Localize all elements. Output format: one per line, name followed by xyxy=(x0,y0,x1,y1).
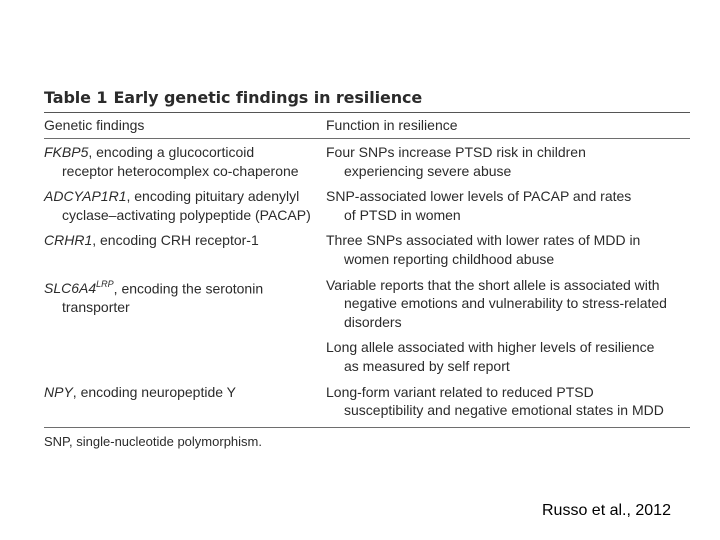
function-text: Three SNPs associated with lower rates of MDD in xyxy=(326,232,641,249)
finding-text: , encoding CRH receptor-1 xyxy=(92,232,259,249)
gene-symbol: SLC6A4 xyxy=(44,280,97,297)
finding-text: , encoding neuropeptide Y xyxy=(72,383,237,400)
table-number: Table 1 xyxy=(44,88,108,107)
function-text-cont: as measured by self report xyxy=(344,357,510,374)
function-cell xyxy=(326,143,690,187)
finding-text-cont: receptor heterocomplex co-chaperone xyxy=(62,162,299,179)
function-text-cont: disorders xyxy=(344,313,402,330)
table-title xyxy=(44,84,690,112)
table-header xyxy=(44,113,690,138)
table-footnote: SNP, single-nucleotide polymorphism. xyxy=(44,433,262,449)
function-text-cont: experiencing severe abuse xyxy=(344,162,512,179)
table-figure xyxy=(44,84,690,450)
function-text-cont: negative emotions and vulnerability to stress-related xyxy=(344,295,667,312)
gene-name: ADCYAP1R1 xyxy=(44,188,127,205)
function-text-cont: women reporting childhood abuse xyxy=(344,250,555,267)
function-cell xyxy=(326,231,690,275)
finding-cell xyxy=(44,143,326,187)
finding-cell xyxy=(44,187,326,231)
column-header: Function in resilience xyxy=(326,117,458,133)
gene-superscript: LRP xyxy=(96,278,114,289)
finding-text-cont: cyclase–activating polypeptide (PACAP) xyxy=(62,206,311,223)
gene-name xyxy=(44,280,114,296)
finding-text: , encoding the serotonin xyxy=(113,280,264,297)
function-cell xyxy=(326,187,690,231)
finding-cell xyxy=(44,383,326,427)
gene-name: FKBP5 xyxy=(44,144,89,160)
function-text-cont: of PTSD in women xyxy=(344,206,461,223)
function-text: Four SNPs increase PTSD risk in children xyxy=(326,144,586,160)
function-text: Long allele associated with higher levels of resilience xyxy=(326,339,655,356)
finding-text: , encoding pituitary adenylyl xyxy=(126,188,300,205)
function-text: SNP-associated lower levels of PACAP and rates xyxy=(326,188,632,205)
table-title-text: Early genetic findings in resilience xyxy=(113,88,423,107)
function-text: Variable reports that the short allele is associated with xyxy=(326,276,660,293)
function-cell xyxy=(326,276,690,383)
finding-cell xyxy=(44,231,326,275)
finding-text-cont: transporter xyxy=(62,298,130,315)
finding-text: , encoding a glucocorticoid xyxy=(88,144,255,160)
function-text: Long-form variant related to reduced PTSD xyxy=(326,383,594,400)
function-text-cont: susceptibility and negative emotional states in MDD xyxy=(344,402,664,419)
function-cell xyxy=(326,383,690,427)
gene-name: CRHR1 xyxy=(44,232,93,249)
table-body xyxy=(44,139,690,427)
finding-cell xyxy=(44,276,326,383)
column-header: Genetic findings xyxy=(44,117,145,133)
citation-credit: Russo et al., 2012 xyxy=(542,502,671,519)
gene-name: NPY xyxy=(44,383,73,400)
